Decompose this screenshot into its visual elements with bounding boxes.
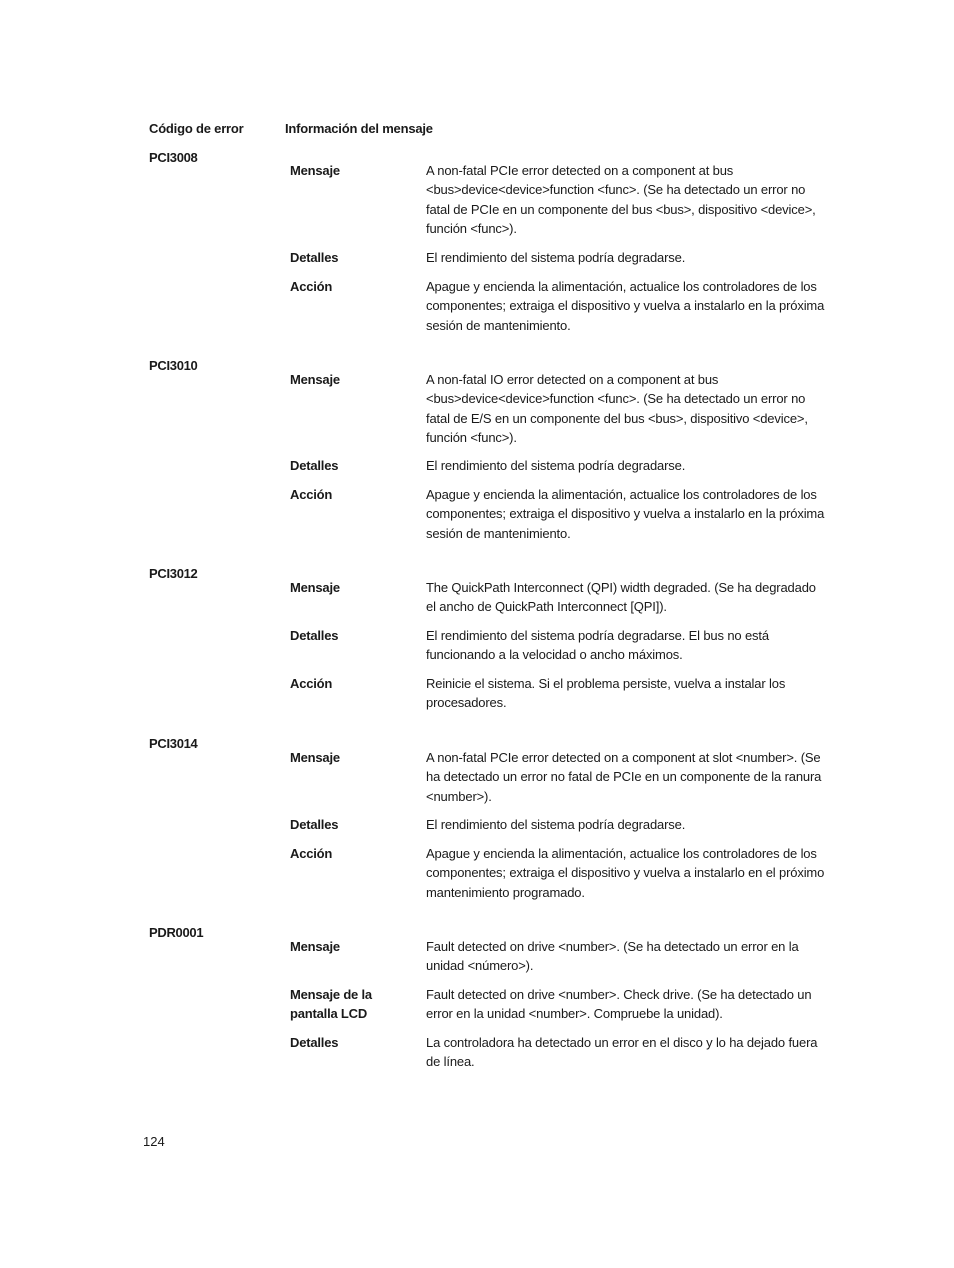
row-text: Apague y encienda la alimentación, actualice los controladores de los componentes; extraiga el dispositivo y vuelva a instalarlo en la próxima sesión de mantenimiento. xyxy=(426,279,825,333)
error-code: PCI3010 xyxy=(149,358,198,373)
row-label: Detalles xyxy=(290,817,339,832)
row-text: The QuickPath Interconnect (QPI) width degraded. (Se ha degradado el ancho de QuickPath Interconnect [QPI]). xyxy=(426,580,816,615)
row-text: Fault detected on drive <number>. Check drive. (Se ha detectado un error en la unidad <number>. Compruebe la unidad). xyxy=(426,987,812,1022)
row-label: Detalles xyxy=(290,458,339,473)
row-label: Acción xyxy=(290,846,333,861)
row-text: El rendimiento del sistema podría degradarse. xyxy=(426,817,686,832)
row-label: Acción xyxy=(290,279,333,294)
row-label: Acción xyxy=(290,487,333,502)
error-code: PDR0001 xyxy=(149,925,204,940)
row-label: Mensaje xyxy=(290,372,340,387)
error-code: PCI3012 xyxy=(149,566,198,581)
row-label: Acción xyxy=(290,676,333,691)
row-text: Fault detected on drive <number>. (Se ha detectado un error en la unidad <número>). xyxy=(426,939,799,974)
row-text: El rendimiento del sistema podría degradarse. El bus no está funcionando a la velocidad o ancho máximos. xyxy=(426,628,769,663)
column-header-message-info: Información del mensaje xyxy=(285,121,433,136)
row-text: El rendimiento del sistema podría degradarse. xyxy=(426,458,686,473)
row-text: La controladora ha detectado un error en el disco y lo ha dejado fuera de línea. xyxy=(426,1035,818,1070)
error-code: PCI3008 xyxy=(149,150,198,165)
row-text: Apague y encienda la alimentación, actualice los controladores de los componentes; extraiga el dispositivo y vuelva a instalarlo en la próxima sesión de mantenimiento. xyxy=(426,487,825,541)
row-text: A non-fatal PCIe error detected on a component at slot <number>. (Se ha detectado un error no fatal de PCIe en un componente de la ranura <number>). xyxy=(426,750,822,804)
row-text: A non-fatal IO error detected on a component at bus <bus>device<device>function <func>. (Se ha detectado un error no fatal de E/S en un componente del bus <bus>, dispositivo <device>, función <func>). xyxy=(426,372,808,445)
row-label: Mensaje xyxy=(290,750,340,765)
row-label: Mensaje xyxy=(290,163,340,178)
row-text: Apague y encienda la alimentación, actualice los controladores de los componentes; extraiga el dispositivo y vuelva a instalarlo en el próximo mantenimiento programado. xyxy=(426,846,825,900)
row-label: Detalles xyxy=(290,628,339,643)
row-label: Mensaje xyxy=(290,580,340,595)
row-text: Reinicie el sistema. Si el problema persiste, vuelva a instalar los procesadores. xyxy=(426,676,786,711)
row-label: Mensaje xyxy=(290,939,340,954)
row-label: Mensaje de la pantalla LCD xyxy=(290,987,372,1022)
column-header-error-code: Código de error xyxy=(149,121,244,136)
page-number: 124 xyxy=(143,1134,165,1149)
row-text: El rendimiento del sistema podría degradarse. xyxy=(426,250,686,265)
row-label: Detalles xyxy=(290,250,339,265)
error-code: PCI3014 xyxy=(149,736,198,751)
row-text: A non-fatal PCIe error detected on a component at bus <bus>device<device>function <func>. (Se ha detectado un error no fatal de PCIe en un componente del bus <bus>, dispositivo <device>, función <func>). xyxy=(426,163,816,236)
row-label: Detalles xyxy=(290,1035,339,1050)
